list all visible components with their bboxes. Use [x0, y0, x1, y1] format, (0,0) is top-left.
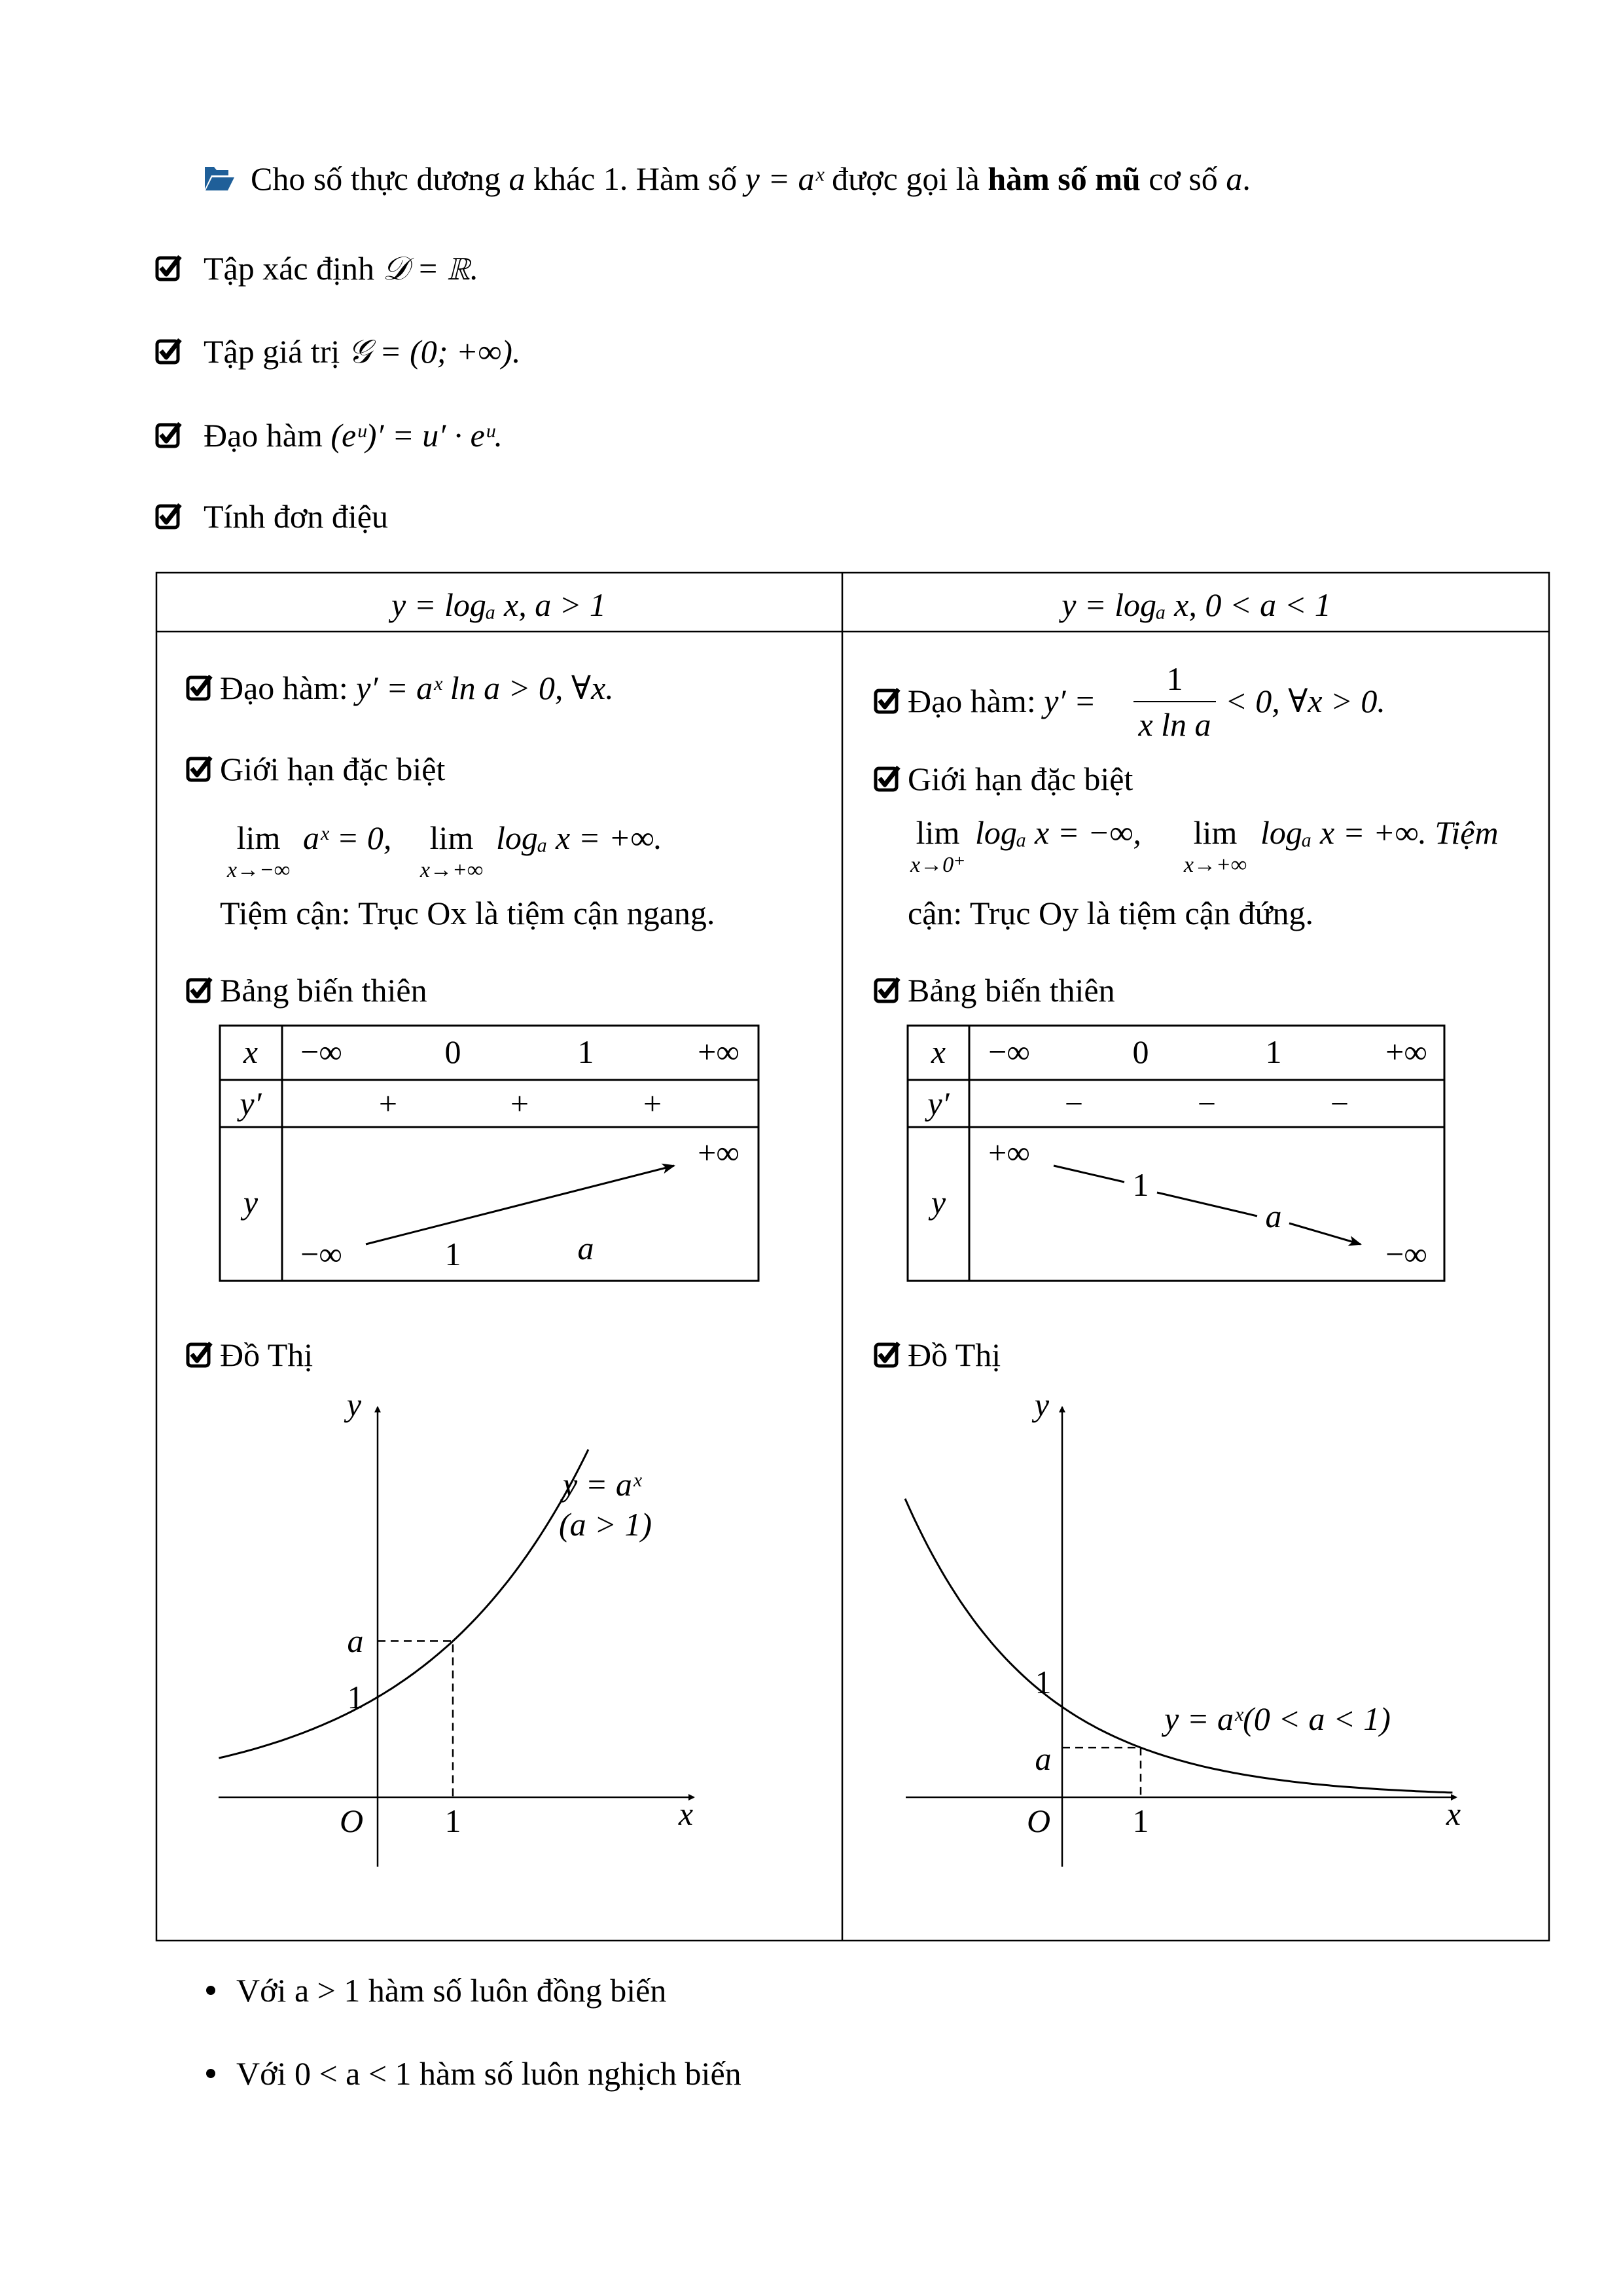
bullet-item: Với 0 < a < 1 hàm số luôn nghịch biến — [236, 2055, 741, 2092]
right-limit-label: Giới hạn đặc biệt — [908, 761, 1133, 797]
check-label: Đạo hàm — [204, 417, 331, 454]
right-asymptote: cận: Trục Oy là tiệm cận đứng. — [908, 895, 1314, 931]
bbt-y-top: +∞ — [698, 1134, 740, 1171]
bbt-yprime-label: y′ — [240, 1085, 262, 1122]
check-math: (eᵘ)′ = u′ · eᵘ. — [330, 417, 503, 454]
left-derivative: Đạo hàm: y′ = aˣ ln a > 0, ∀x. — [220, 670, 614, 706]
checkbox-checked-icon — [874, 765, 901, 793]
bbt-y-mid: a — [1265, 1198, 1282, 1234]
bbt-y-bottom: −∞ — [1385, 1236, 1427, 1272]
check-item — [204, 335, 520, 368]
bbt-x-value: +∞ — [1385, 1033, 1427, 1070]
graph-right-tick-x: 1 — [1132, 1803, 1149, 1839]
bbt-sign: + — [643, 1085, 662, 1122]
intro-text: Cho số thực dương a khác 1. Hàm số y = aˣ được gọi là hàm số mũ cơ số a. — [251, 160, 1251, 197]
bbt-sign: − — [1064, 1085, 1084, 1122]
right-bbt-label: Bảng biến thiên — [908, 972, 1115, 1009]
graph-right-x-axis: x — [1446, 1795, 1461, 1832]
right-lim2: lim — [1193, 814, 1238, 851]
bbt-sign: − — [1330, 1085, 1349, 1122]
graph-left-tick-y1: 1 — [347, 1679, 364, 1715]
bullet-icon — [206, 2069, 215, 2078]
bbt-sign: + — [510, 1085, 529, 1122]
check-label: Tập xác định — [204, 250, 383, 287]
graph-right-y-axis: y — [1034, 1386, 1050, 1423]
graph-right-dashes — [1062, 1748, 1141, 1797]
checkbox-checked-icon — [874, 977, 901, 1004]
check-item — [204, 419, 503, 452]
bbt-x-value: +∞ — [698, 1033, 740, 1070]
checkbox-checked-icon — [874, 1341, 901, 1369]
left-lim1-sub: x→−∞ — [226, 858, 291, 882]
graph-right-origin: O — [1026, 1803, 1051, 1839]
table-header-left: y = logₐ x, a > 1 — [391, 586, 606, 623]
graph-left-dashes — [378, 1641, 453, 1797]
graph-left-curve — [219, 1450, 588, 1759]
check-item — [204, 252, 478, 285]
bbt-left-arrow — [366, 1166, 674, 1244]
left-lim2: lim — [429, 819, 474, 856]
bbt-y-mid: 1 — [1132, 1166, 1149, 1203]
bbt-y-mid: 1 — [444, 1236, 461, 1272]
bbt-x-value: 0 — [1132, 1033, 1149, 1070]
graph-left-x-axis: x — [678, 1795, 694, 1832]
checkbox-checked-icon — [155, 338, 183, 365]
bbt-y-label: y — [243, 1184, 259, 1221]
checkbox-checked-icon — [186, 755, 213, 783]
bbt-right-arrow — [1054, 1166, 1361, 1244]
checkbox-checked-icon — [155, 255, 183, 282]
bbt-x-label: x — [243, 1033, 259, 1070]
checkbox-checked-icon — [155, 422, 183, 449]
bbt-y-bottom: −∞ — [300, 1236, 342, 1272]
graph-right-curve-label: y = aˣ(0 < a < 1) — [1164, 1700, 1391, 1737]
graph-left-origin: O — [339, 1803, 364, 1839]
left-lim2-expr: logₐ x = +∞. — [496, 819, 662, 856]
bbt-x-label: x — [931, 1033, 946, 1070]
bbt-y-label: y — [931, 1184, 946, 1221]
right-lim2-expr: logₐ x = +∞. Tiệm — [1260, 814, 1499, 851]
checkbox-checked-icon — [155, 503, 183, 530]
fraction-bar — [1133, 701, 1216, 702]
bbt-x-value: −∞ — [988, 1033, 1030, 1070]
bbt-sign: + — [378, 1085, 398, 1122]
right-deriv-rhs: < 0, ∀x > 0. — [1225, 683, 1385, 719]
table-header-right: y = logₐ x, 0 < a < 1 — [1061, 586, 1331, 623]
right-graph-label: Đồ Thị — [908, 1336, 1001, 1373]
graph-left-tick-ya: a — [347, 1623, 364, 1659]
bbt-x-value: 1 — [577, 1033, 594, 1070]
right-lim1: lim — [916, 814, 960, 851]
checkbox-checked-icon — [874, 687, 901, 715]
bbt-x-value: 1 — [1265, 1033, 1282, 1070]
graph-left-y-axis: y — [346, 1386, 362, 1423]
graph-right-tick-ya: a — [1035, 1740, 1052, 1777]
left-limit-label: Giới hạn đặc biệt — [220, 751, 446, 787]
right-deriv-numerator: 1 — [1166, 660, 1183, 697]
right-lim2-sub: x→+∞ — [1183, 853, 1247, 877]
bbt-x-value: −∞ — [300, 1033, 342, 1070]
checkbox-checked-icon — [186, 674, 213, 702]
bullet-item: Với a > 1 hàm số luôn đồng biến — [236, 1972, 667, 2009]
right-lim1-sub: x→0⁺ — [910, 853, 966, 877]
bullet-icon — [206, 1986, 215, 1995]
left-lim1-expr: aˣ = 0, — [303, 819, 392, 856]
bbt-yprime-label: y′ — [927, 1085, 950, 1122]
bbt-y-top: +∞ — [988, 1134, 1030, 1171]
left-bbt-label: Bảng biến thiên — [220, 972, 427, 1009]
left-graph-label: Đồ Thị — [220, 1336, 313, 1373]
bbt-x-value: 0 — [444, 1033, 461, 1070]
graph-left-curve-label: y = aˣ — [562, 1466, 642, 1503]
check-label: Tập giá trị — [204, 333, 348, 370]
right-derivative: Đạo hàm: y′ = — [908, 683, 1096, 719]
check-math: 𝒟 = ℝ. — [382, 250, 479, 287]
folder-open-icon — [204, 166, 235, 192]
check-item — [204, 500, 388, 533]
checkbox-checked-icon — [186, 1341, 213, 1369]
graph-right-axes — [906, 1407, 1456, 1867]
bbt-y-mid: a — [577, 1230, 594, 1266]
right-lim1-expr: logₐ x = −∞, — [975, 814, 1141, 851]
left-lim2-sub: x→+∞ — [419, 858, 484, 882]
bbt-sign: − — [1197, 1085, 1217, 1122]
right-deriv-denominator: x ln a — [1138, 706, 1211, 743]
graph-right-curve — [905, 1499, 1452, 1793]
graph-left-tick-x: 1 — [444, 1803, 461, 1839]
graph-left-curve-cond: (a > 1) — [558, 1506, 652, 1543]
check-label: Tính đơn điệu — [204, 498, 388, 535]
check-math: 𝒢 = (0; +∞). — [348, 333, 521, 370]
checkbox-checked-icon — [186, 977, 213, 1004]
graph-right-tick-y1: 1 — [1035, 1664, 1052, 1700]
left-lim1: lim — [236, 819, 281, 856]
left-asymptote: Tiệm cận: Trục Ox là tiệm cận ngang. — [220, 895, 715, 931]
